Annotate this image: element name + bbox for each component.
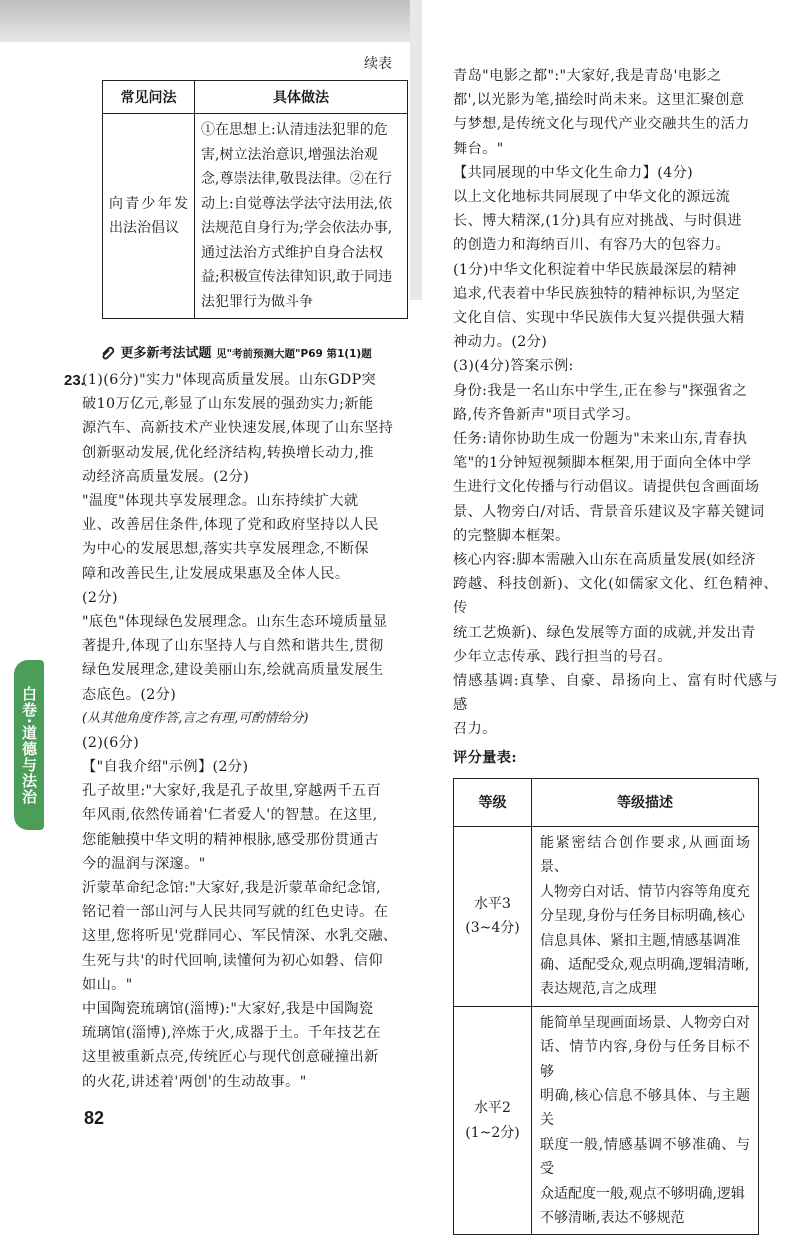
table-row bbox=[454, 1006, 759, 1235]
text-line: 【共同展现的中华文化生命力】(4分) bbox=[453, 164, 694, 181]
table-header-row bbox=[454, 778, 759, 826]
text-line: 破10万亿元,彰显了山东发展的强劲实力;新能 bbox=[82, 396, 374, 413]
paragraph bbox=[82, 997, 412, 1094]
text-line: 益;积极宣传法律知识,敢于同违 bbox=[201, 269, 393, 285]
table-row bbox=[454, 826, 759, 1006]
text-line: 都',以光影为笔,描绘时尚未来。这里汇聚创意 bbox=[453, 92, 745, 109]
text-line: 害,树立法治意识,增强法治观 bbox=[201, 146, 378, 163]
text-line: 法犯罪行为做斗争 bbox=[201, 293, 313, 310]
paragraph bbox=[453, 64, 778, 161]
more-tests-ref: 见"考前预测大题"P69 第1(1)题 bbox=[216, 348, 372, 360]
paragraph bbox=[82, 755, 412, 779]
level-description-cell bbox=[532, 1006, 759, 1235]
paragraph bbox=[82, 489, 412, 610]
text-line: 身份:我是一名山东中学生,正在参与"探强省之 bbox=[453, 382, 748, 399]
text-line: 年风雨,依然传诵着'仁者爱人'的智慧。在这里, bbox=[82, 807, 378, 824]
text-line: 态底色。(2分) bbox=[82, 686, 177, 703]
paragraph bbox=[82, 731, 412, 755]
question-cell: 向青少年发出法治倡议 bbox=[103, 114, 195, 319]
text-line: 动经济高质量发展。(2分) bbox=[82, 468, 250, 485]
text-line: 的火花,讲述着'两创'的生动故事。" bbox=[82, 1073, 307, 1090]
text-line: 神动力。(2分) bbox=[453, 334, 548, 351]
text-line: 通过法治方式维护自身合法权 bbox=[201, 244, 383, 261]
scoring-note: (从其他角度作答,言之有理,可酌情给分) bbox=[82, 710, 309, 726]
page-edge-shadow bbox=[0, 0, 410, 42]
paragraph bbox=[82, 876, 412, 997]
level-range: (3~4分) bbox=[465, 920, 520, 937]
text-line: 表达规范,言之成理 bbox=[540, 981, 657, 998]
paragraph bbox=[453, 427, 778, 548]
paragraph bbox=[82, 610, 412, 707]
text-line: 任务:请你协助生成一份题为"未来山东,青春执 bbox=[453, 431, 748, 448]
answer-body-right bbox=[453, 64, 778, 1235]
table-row bbox=[103, 114, 408, 319]
text-line: 众适配度一般,观点不够明确,逻辑 bbox=[540, 1185, 745, 1202]
text-line: 以上文化地标共同展现了中华文化的源远流 bbox=[453, 189, 731, 206]
text-line: "温度"体现共享发展理念。山东持续扩大就 bbox=[82, 493, 359, 510]
table-header: 具体做法 bbox=[195, 81, 408, 114]
text-line: 障和改善民生,让发展成果惠及全体人民。 bbox=[82, 565, 350, 582]
more-tests-title: 更多新考法试题 bbox=[120, 346, 212, 361]
text-line: 的创造力和海纳百川、有容乃大的包容力。 bbox=[453, 237, 731, 254]
question-number: 23. bbox=[64, 372, 85, 389]
text-line: 的完整脚本框架。 bbox=[453, 527, 570, 544]
text-line: 今的温润与深邃。" bbox=[82, 855, 206, 872]
text-line: (2分) bbox=[82, 589, 118, 606]
continued-label: 续表 bbox=[364, 56, 392, 72]
method-table bbox=[102, 80, 408, 319]
text-line: 业、改善居住条件,体现了党和政府坚持以人民 bbox=[82, 517, 379, 534]
table-header-row bbox=[103, 81, 408, 114]
paragraph bbox=[453, 161, 778, 185]
text-line: 能简单呈现画面场景、人物旁白对 bbox=[540, 1014, 750, 1031]
text-line: 景、人物旁白/对话、背景音乐建议及字幕关键词 bbox=[453, 503, 765, 520]
paragraph bbox=[82, 368, 412, 489]
more-tests-note[interactable] bbox=[100, 342, 420, 361]
text-line: (1)(6分)"实力"体现高质量发展。山东GDP突 bbox=[82, 372, 377, 388]
text-line: 动上:自觉尊法学法守法用法,依 bbox=[201, 195, 393, 212]
text-line: 如山。" bbox=[82, 976, 133, 993]
level-cell bbox=[454, 1006, 532, 1235]
paragraph bbox=[453, 379, 778, 427]
text-line: 长、博大精深,(1分)具有应对挑战、与时俱进 bbox=[453, 213, 742, 230]
text-line: 青岛"电影之都":"大家好,我是青岛'电影之 bbox=[453, 68, 722, 84]
link-icon bbox=[100, 345, 116, 359]
text-line: 琉璃馆(淄博),淬炼于火,成器于土。千年技艺在 bbox=[82, 1025, 381, 1042]
text-line: 【"自我介绍"示例】(2分) bbox=[82, 759, 249, 776]
score-table bbox=[453, 778, 759, 1235]
text-line: 绿色发展理念,建设美丽山东,绘就高质量发展生 bbox=[82, 662, 384, 679]
text-line: 召力。 bbox=[453, 721, 497, 738]
text-line: 少年立志传承、践行担当的号召。 bbox=[453, 648, 672, 665]
text-line: 您能触摸中华文明的精神根脉,感受那份贯通古 bbox=[82, 831, 379, 848]
paragraph bbox=[82, 779, 412, 876]
text-line: 源汽车、高新技术产业快速发展,体现了山东坚持 bbox=[82, 420, 394, 437]
text-line: 路,传齐鲁新声"项目式学习。 bbox=[453, 406, 640, 423]
text-line: 能紧密结合创作要求,从画面场景、 bbox=[540, 834, 750, 876]
text-line: 统工艺焕新)、绿色发展等方面的成就,并发出青 bbox=[453, 624, 756, 641]
text-line: ①在思想上:认清违法犯罪的危 bbox=[201, 122, 388, 138]
paragraph bbox=[453, 548, 778, 669]
text-line: 法规范自身行为;学会依法办事, bbox=[201, 220, 393, 236]
text-line: 核心内容:脚本需融入山东在高质量发展(如经济 bbox=[453, 552, 756, 569]
level-cell bbox=[454, 826, 532, 1006]
table-header: 等级描述 bbox=[532, 778, 759, 826]
text-line: 创新驱动发展,优化经济结构,转换增长动力,推 bbox=[82, 444, 374, 461]
text-line: 确、适配受众,观点明确,逻辑清晰, bbox=[540, 956, 750, 973]
text-line: 话、情节内容,身份与任务目标不够 bbox=[540, 1039, 750, 1080]
text-line: 这里,您将听见'党群同心、军民情深、水乳交融、 bbox=[82, 928, 398, 945]
level-description-cell bbox=[532, 826, 759, 1006]
text-line: 中国陶瓷琉璃馆(淄博):"大家好,我是中国陶瓷 bbox=[82, 1001, 374, 1018]
level-name: 水平2 bbox=[474, 1100, 511, 1117]
text-line: 信息具体、紧扣主题,情感基调准 bbox=[540, 932, 741, 949]
text-line: 为中心的发展思想,落实共享发展理念,不断保 bbox=[82, 541, 369, 558]
text-line: 生死与共'的时代回响,读懂何为初心如磐、信仰 bbox=[82, 952, 383, 969]
left-column bbox=[82, 52, 412, 319]
text-line: "底色"体现绿色发展理念。山东生态环境质量显 bbox=[82, 614, 388, 631]
text-line: 联度一般,情感基调不够准确、与受 bbox=[540, 1136, 750, 1178]
text-line: 不够清晰,表达不够规范 bbox=[540, 1209, 685, 1226]
text-line: 分呈现,身份与任务目标明确,核心 bbox=[540, 908, 745, 925]
answer-body-left bbox=[82, 368, 412, 1094]
method-cell bbox=[195, 114, 408, 319]
text-line: 著提升,体现了山东坚持人与自然和谐共生,贯彻 bbox=[82, 638, 384, 655]
subject-side-tab: 白卷·道德与法治 bbox=[14, 660, 44, 830]
text-line: (2)(6分) bbox=[82, 734, 140, 751]
page-number: 82 bbox=[84, 1108, 105, 1128]
level-name: 水平3 bbox=[474, 895, 511, 912]
text-line: 铭记着一部山河与人民共同写就的红色史诗。在 bbox=[82, 904, 389, 921]
text-line: 追求,代表着中华民族独特的精神标识,为坚定 bbox=[453, 285, 740, 302]
table-header: 常见问法 bbox=[103, 81, 195, 114]
text-line: 人物旁白对话、情节内容等角度充 bbox=[540, 883, 750, 900]
text-line: 生进行文化传播与行动倡议。请提供包含画面场 bbox=[453, 479, 760, 496]
text-line: 沂蒙革命纪念馆:"大家好,我是沂蒙革命纪念馆, bbox=[82, 880, 382, 897]
text-line: 孔子故里:"大家好,我是孔子故里,穿越两千五百 bbox=[82, 783, 382, 800]
text-line: 这里被重新点亮,传统匠心与现代创意碰撞出新 bbox=[82, 1049, 379, 1066]
text-line: 明确,核心信息不够具体、与主题关 bbox=[540, 1087, 750, 1129]
paragraph bbox=[453, 185, 778, 354]
level-range: (1~2分) bbox=[465, 1124, 520, 1141]
score-table-title: 评分量表: bbox=[453, 749, 517, 766]
text-line: 与梦想,是传统文化与现代产业交融共生的活力 bbox=[453, 116, 750, 133]
text-line: 舞台。" bbox=[453, 140, 504, 157]
paragraph bbox=[453, 669, 778, 742]
text-line: (1分)中华文化积淀着中华民族最深层的精神 bbox=[453, 261, 737, 278]
text-line: 笔"的1分钟短视频脚本框架,用于面向全体中学 bbox=[453, 455, 752, 472]
text-line: 情感基调:真挚、自豪、昂扬向上、富有时代感与感 bbox=[453, 673, 778, 714]
text-line: 文化自信、实现中华民族伟大复兴提供强大精 bbox=[453, 310, 745, 327]
text-line: 念,尊崇法律,敬畏法律。②在行 bbox=[201, 171, 392, 187]
text-line: (3)(4分)答案示例: bbox=[453, 358, 574, 375]
text-line: 跨越、科技创新)、文化(如儒家文化、红色精神、传 bbox=[453, 576, 778, 617]
paragraph bbox=[453, 354, 778, 378]
table-header: 等级 bbox=[454, 778, 532, 826]
